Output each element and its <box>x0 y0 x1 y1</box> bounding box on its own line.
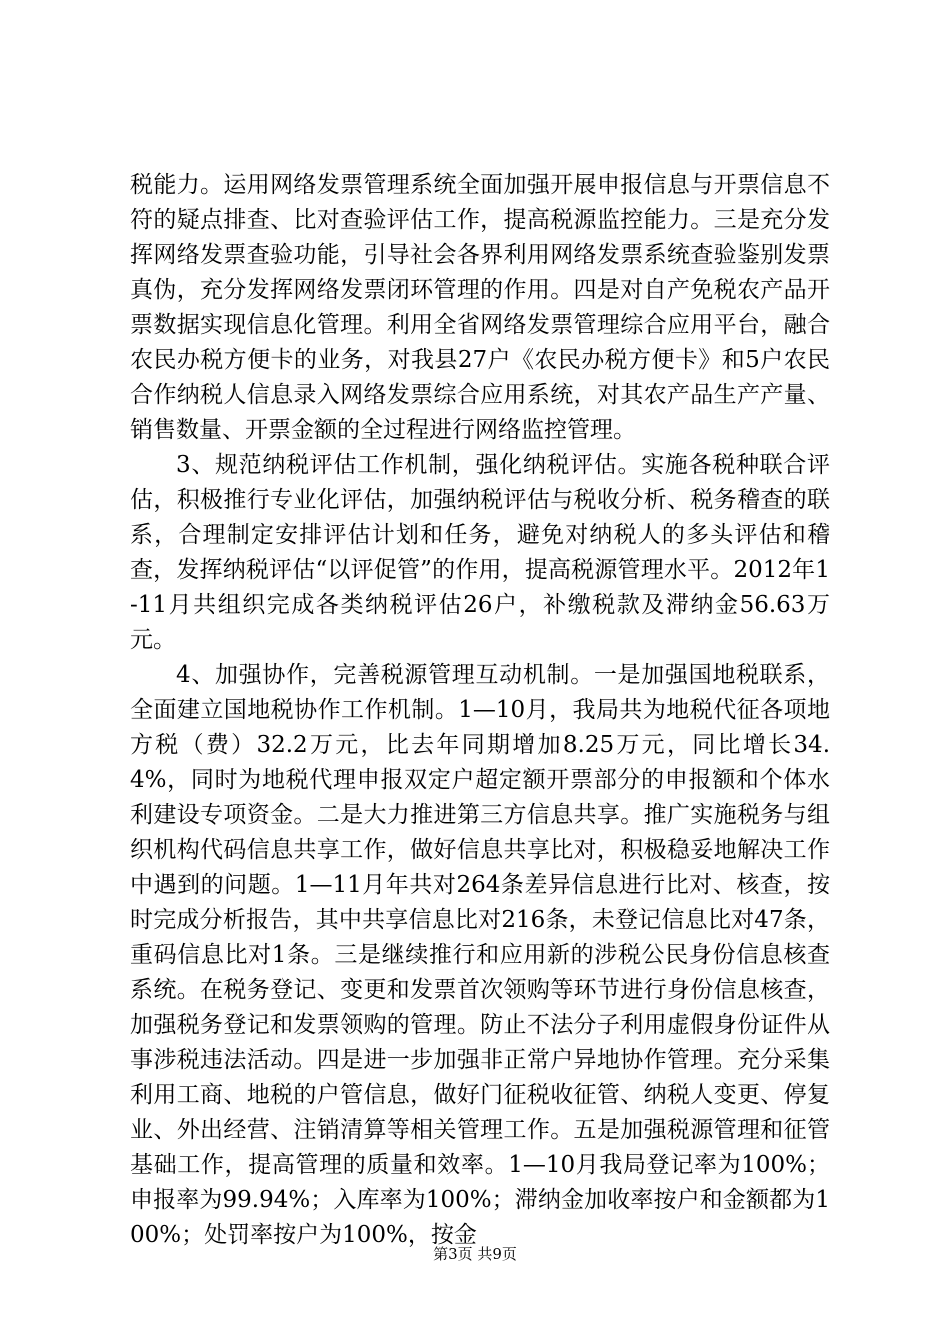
paragraph-4-cooperation: 4、加强协作，完善税源管理互动机制。一是加强国地税联系，全面建立国地税协作工作机制。1—10月，我局共为地税代征各项地方税（费）32.2万元，比去年同期增加8.25万元，同比增长34.4%，同时为地税代理申报双定户超定额开票部分的申报额和个体水利建设专项资金。二是大力推进第三方信息共享。推广实施税务与组织机构代码信息共享工作，做好信息共享比对，积极稳妥地解决工作中遇到的问题。1—11月年共对264条差异信息进行比对、核查，按时完成分析报告，其中共享信息比对216条，未登记信息比对47条，重码信息比对1条。三是继续推行和应用新的涉税公民身份信息核查系统。在税务登记、变更和发票首次领购等环节进行身份信息核查，加强税务登记和发票领购的管理。防止不法分子利用虚假身份证件从事涉税违法活动。四是进一步加强非正常户异地协作管理。充分采集利用工商、地税的户管信息，做好门征税收征管、纳税人变更、停复业、外出经营、注销清算等相关管理工作。五是加强税源管理和征管基础工作，提高管理的质量和效率。1—10月我局登记率为100%；申报率为99.94%；入库率为100%；滞纳金加收率按户和金额都为100%；处罚率按户为100%，按金 <box>130 662 830 1248</box>
body-text <box>130 168 830 1253</box>
paragraph-3-tax-assessment: 3、规范纳税评估工作机制，强化纳税评估。实施各税种联合评估，积极推行专业化评估，加强纳税评估与税收分析、税务稽查的联系，合理制定安排评估计划和任务，避免对纳税人的多头评估和稽查，发挥纳税评估“以评促管”的作用，提高税源管理水平。2012年1-11月共组织完成各类纳税评估26户，补缴税款及滞纳金56.63万元。 <box>130 452 830 653</box>
page-footer: 第3页 共9页 <box>433 1245 517 1263</box>
paragraph-continuation: 税能力。运用网络发票管理系统全面加强开展申报信息与开票信息不符的疑点排查、比对查验评估工作，提高税源监控能力。三是充分发挥网络发票查验功能，引导社会各界利用网络发票系统查验鉴别发票真伪，充分发挥网络发票闭环管理的作用。四是对自产免税农产品开票数据实现信息化管理。利用全省网络发票管理综合应用平台，融合农民办税方便卡的业务，对我县27户《农民办税方便卡》和5户农民合作纳税人信息录入网络发票综合应用系统，对其农产品生产产量、销售数量、开票金额的全过程进行网络监控管理。 <box>130 172 830 443</box>
